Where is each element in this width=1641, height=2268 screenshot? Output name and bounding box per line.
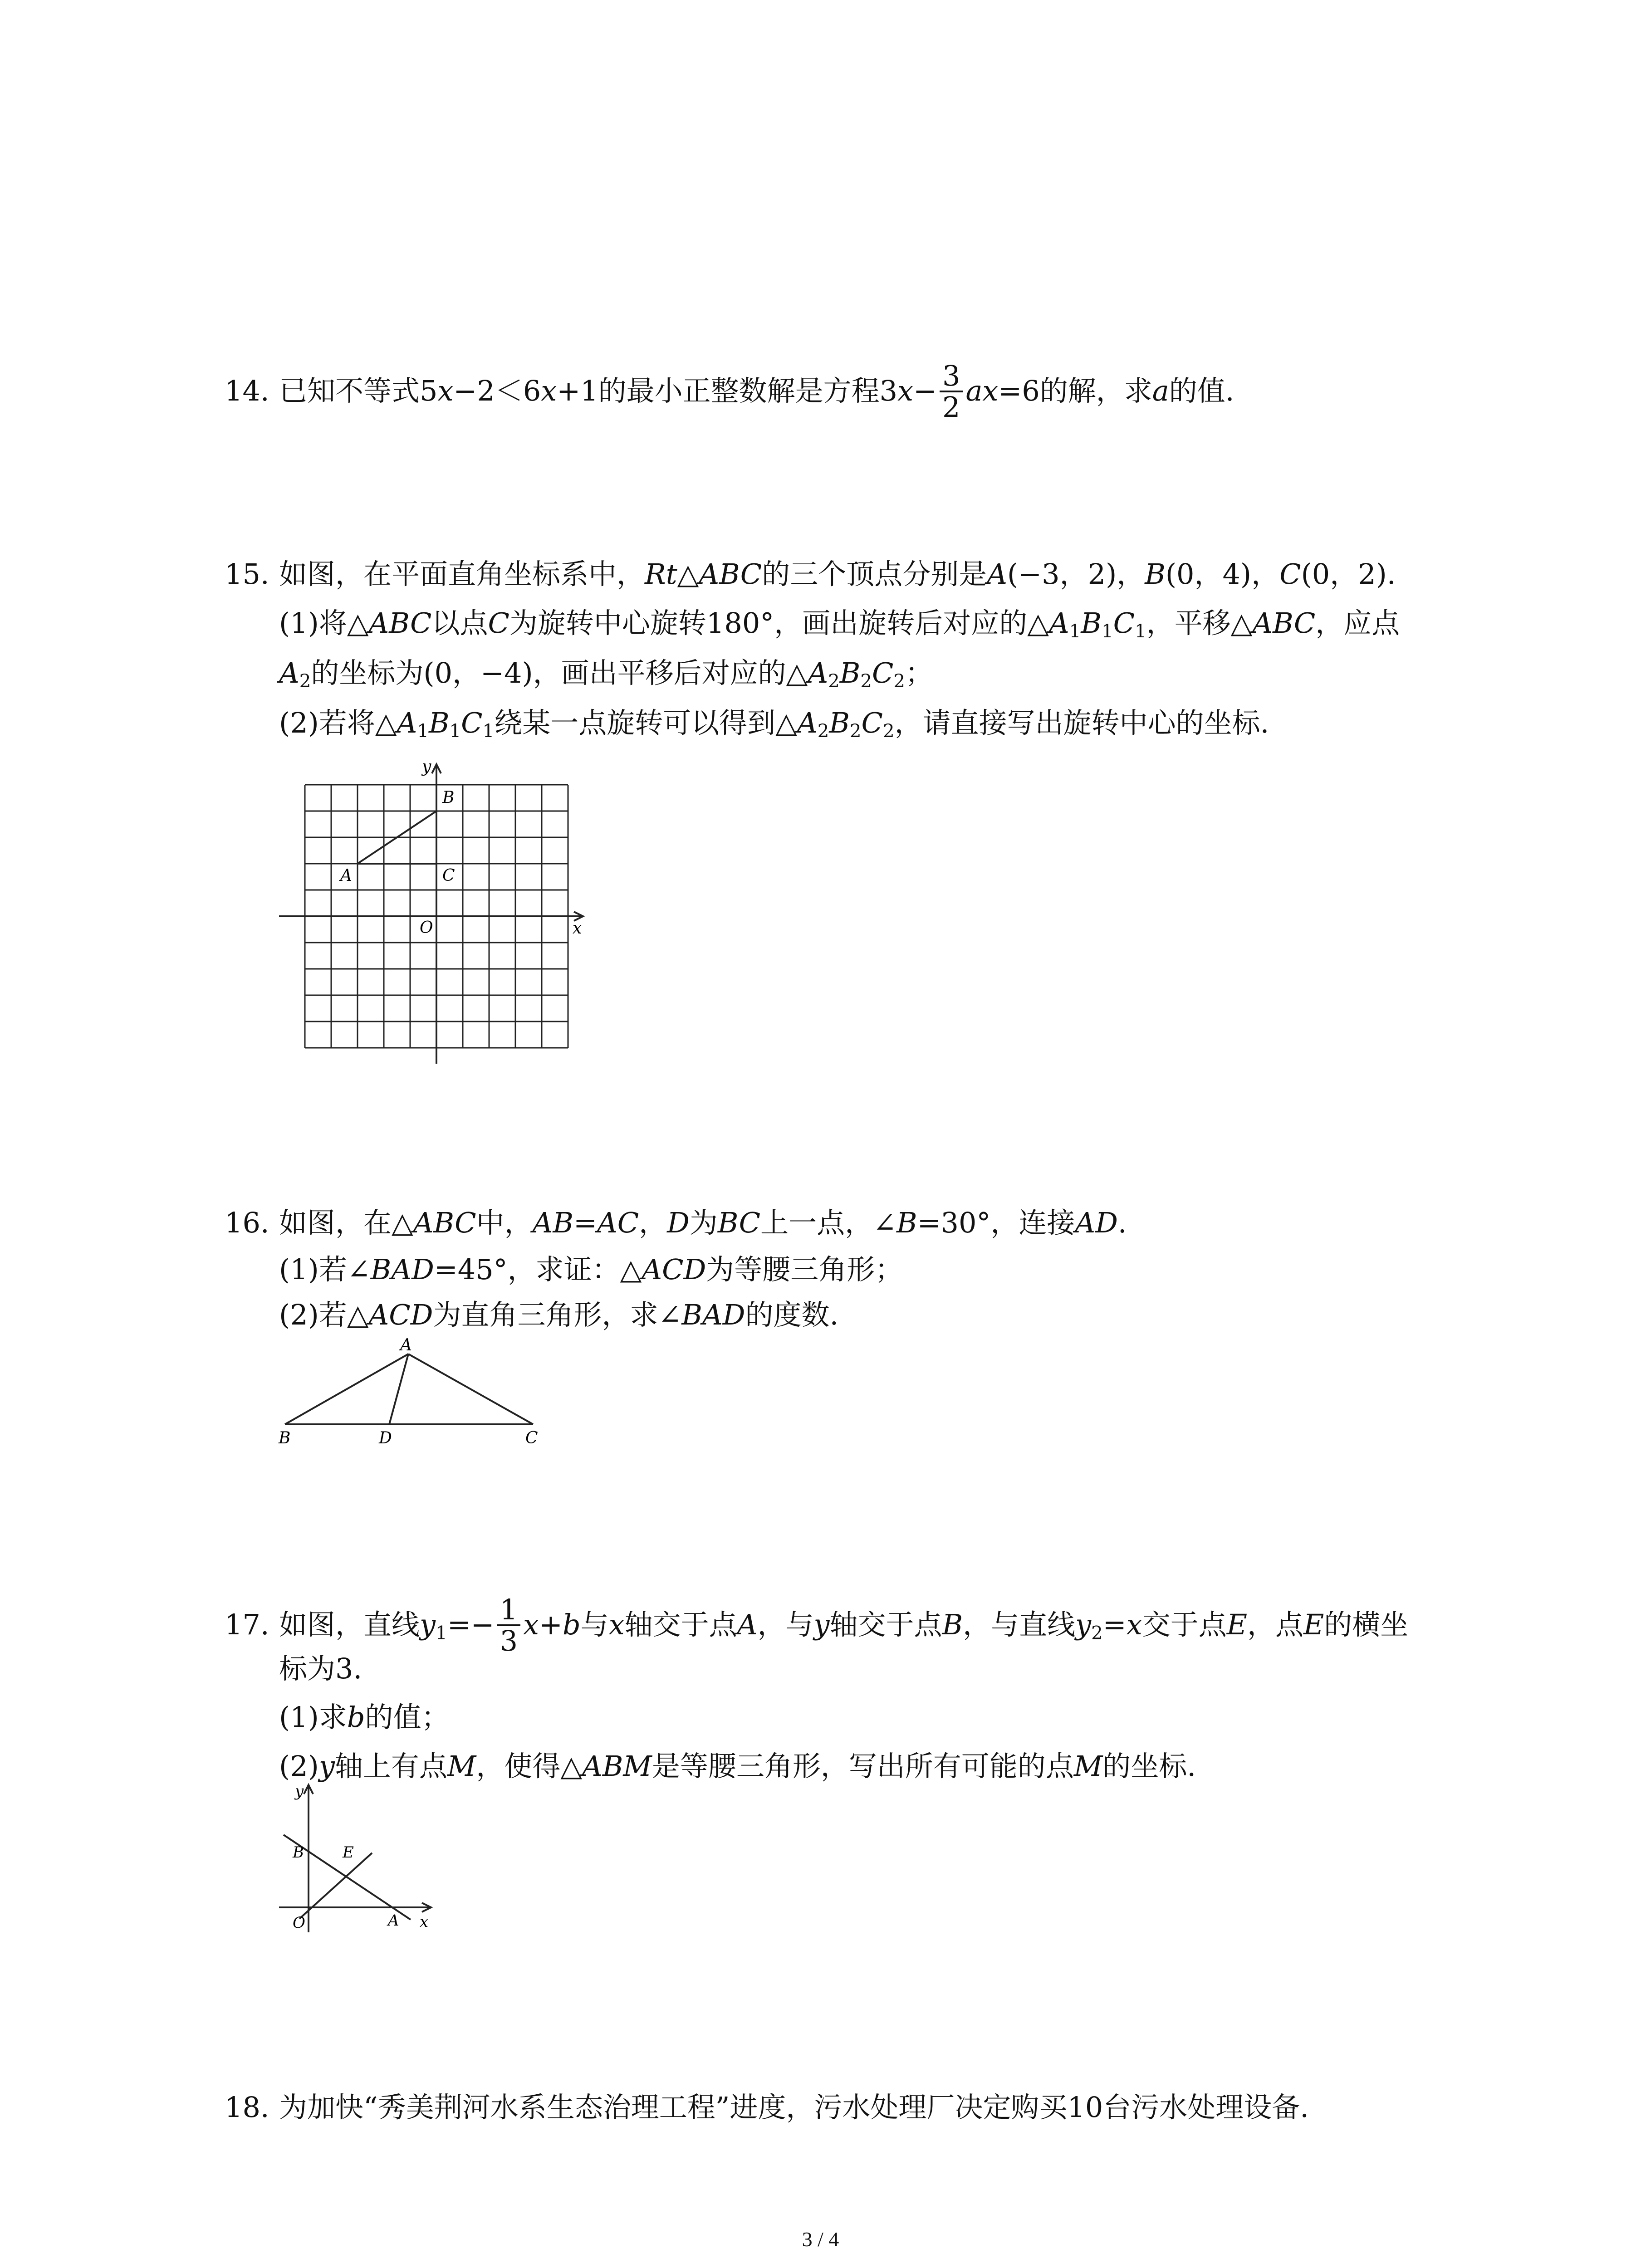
q15-point-c-label: C <box>442 866 455 885</box>
q17-line-2: 标为3. <box>279 1652 362 1685</box>
q16-line-1: 16. 如图，在△ABC中，AB=AC，D为BC上一点，∠B=30°，连接AD. <box>225 1206 1127 1239</box>
q17-number: 17. <box>225 1608 269 1642</box>
q17-fraction: $\frac{1}{3}$ <box>497 1595 520 1656</box>
q15-line-4: (2)若将$\triangle A_1B_1C_1$绕某一点旋转可以得到$\triangle A_2B_2C_2$，请直接写出旋转中心的坐标. <box>279 706 1269 742</box>
q17-point-e-label: E <box>343 1843 354 1862</box>
q15-line-3: $A_2$的坐标为(0，−4)，画出平移后对应的$\triangle A_2B_2C_2$； <box>279 656 934 692</box>
q16-line-2: (1)若∠BAD=45°，求证：△ACD为等腰三角形； <box>279 1253 903 1286</box>
q17-x-label: x <box>420 1913 429 1931</box>
q17-line-1: 17. 如图，直线$y_1=-$ $\frac{1}{3}$ x+b与x轴交于点A，与y轴交于点B，与直线$y_2=x$交于点E，点E的横坐 <box>225 1593 1409 1658</box>
q15-line-1: 15. 如图，在平面直角坐标系中，Rt△ABC的三个顶点分别是A(−3，2)，B(0，4)，C(0，2). <box>225 557 1396 591</box>
q16-line-3: (2)若△ACD为直角三角形，求∠BAD的度数. <box>279 1298 839 1331</box>
segment-ac <box>408 1354 533 1424</box>
q14-number: 14. <box>225 374 269 408</box>
q17-point-b-label: B <box>293 1843 304 1862</box>
q17-line-4: (2)y轴上有点M，使得△ABM是等腰三角形，写出所有可能的点M的坐标. <box>279 1750 1196 1783</box>
q17-lines-figure <box>272 1778 445 1937</box>
q15-point-b-label: B <box>442 788 455 807</box>
axes <box>279 764 583 1064</box>
page-number: 3 / 4 <box>802 2228 839 2251</box>
q16-number: 16. <box>225 1206 269 1239</box>
q17-line-3: (1)求b的值； <box>279 1701 450 1734</box>
q15-coordinate-grid-figure <box>272 758 599 1075</box>
q14-fraction: $\frac{3}{2}$ <box>940 361 963 422</box>
q16-triangle-figure <box>272 1329 554 1452</box>
q17-y-label: y <box>295 1782 304 1800</box>
segment-ad <box>389 1354 408 1424</box>
q14-text: 14. 已知不等式5x−2＜6x+1的最小正整数解是方程3x− $\frac{3}{2}$ ax=6的解，求a的值. <box>225 359 1234 424</box>
q15-y-label: y <box>422 758 431 776</box>
q15-origin-label: O <box>420 919 433 937</box>
q18-number: 18. <box>225 2091 269 2124</box>
q16-point-c-label: C <box>525 1429 538 1447</box>
q15-line-2: (1)将△ABC以点C为旋转中心旋转180°，画出旋转后对应的$\triangle A_1B_1C_1$，平移△ABC，应点 <box>279 606 1400 642</box>
q16-point-a-label: A <box>400 1336 412 1354</box>
q15-number: 15. <box>225 557 269 591</box>
segment-ab <box>285 1354 408 1424</box>
q16-point-d-label: D <box>379 1429 392 1447</box>
q16-point-b-label: B <box>279 1429 291 1447</box>
q17-point-a-label: A <box>388 1911 399 1930</box>
q15-x-label: x <box>573 919 582 938</box>
q15-point-a-label: A <box>340 866 352 885</box>
q18-line-1: 18. 为加快“秀美荆河水系生态治理工程”进度，污水处理厂决定购买10台污水处理设备. <box>225 2091 1309 2124</box>
q17-origin-label: O <box>293 1914 305 1932</box>
